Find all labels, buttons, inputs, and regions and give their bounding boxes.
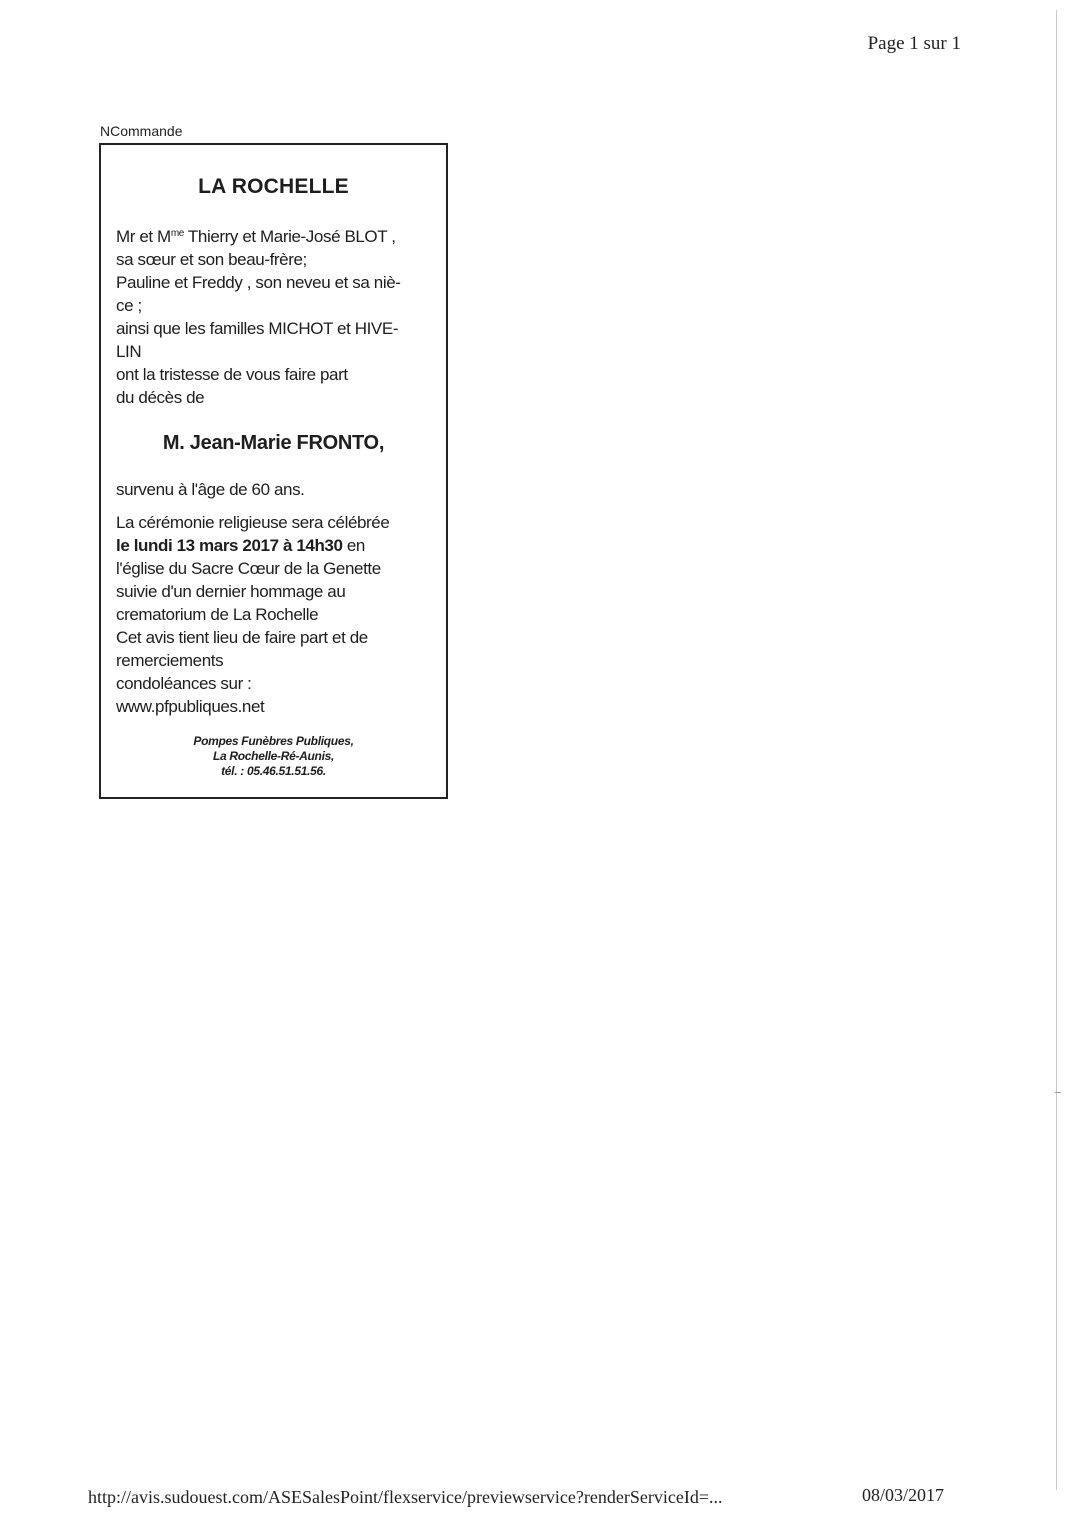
family-line-1-sup: me [170, 228, 184, 239]
funeral-home-phone: tél. : 05.46.51.51.56. [221, 764, 326, 778]
family-line-7: ont la tristesse de vous faire part [116, 365, 348, 384]
family-line-1 [116, 222, 441, 248]
scan-edge-tick [1055, 1092, 1061, 1093]
family-announcement [116, 222, 441, 409]
ceremony-details [116, 511, 441, 718]
page-indicator: Page 1 sur 1 [867, 33, 961, 54]
ceremony-line-3: l'église du Sacre Cœur de la Genette [116, 559, 381, 578]
footer-url: http://avis.sudouest.com/ASESalesPoint/flexservice/previewservice?renderServiceId=... [88, 1487, 723, 1507]
ceremony-line-4: suivie d'un dernier hommage au [116, 582, 346, 601]
family-line-4: ce ; [116, 296, 142, 315]
ceremony-line-5: crematorium de La Rochelle [116, 605, 319, 624]
ceremony-line-1: La cérémonie religieuse sera célébrée [116, 513, 390, 532]
ceremony-line-2-post: en [342, 536, 365, 555]
condolences-website: www.pfpubliques.net [116, 697, 265, 716]
footer-date: 08/03/2017 [862, 1485, 945, 1505]
ceremony-line-2 [116, 534, 441, 557]
funeral-home-location: La Rochelle-Ré-Aunis, [212, 749, 335, 763]
family-line-8: du décès de [116, 388, 205, 407]
ceremony-line-8: condoléances sur : [116, 674, 252, 693]
family-line-6: LIN [116, 342, 142, 361]
family-line-1-post: Thierry et Marie-José BLOT , [183, 227, 396, 246]
family-line-3: Pauline et Freddy , son neveu et sa niè- [116, 273, 401, 292]
age-line: survenu à l'âge de 60 ans. [116, 480, 305, 499]
funeral-home-signature [101, 734, 446, 779]
funeral-home-name: Pompes Funèbres Publiques, [193, 734, 354, 748]
family-line-5: ainsi que les familles MICHOT et HIVE- [116, 319, 399, 338]
ceremony-line-7: remerciements [116, 651, 224, 670]
family-line-2: sa sœur et son beau-frère; [116, 250, 307, 269]
ceremony-line-6: Cet avis tient lieu de faire part et de [116, 628, 368, 647]
deceased-name: M. Jean-Marie FRONTO, [162, 432, 385, 454]
scan-edge-line [1056, 10, 1057, 1490]
ceremony-date: le lundi 13 mars 2017 à 14h30 [116, 536, 343, 555]
notice-city: LA ROCHELLE [198, 175, 349, 198]
family-line-1-pre: Mr et M [116, 227, 171, 246]
obituary-notice [99, 143, 448, 799]
order-label: NCommande [100, 123, 183, 139]
